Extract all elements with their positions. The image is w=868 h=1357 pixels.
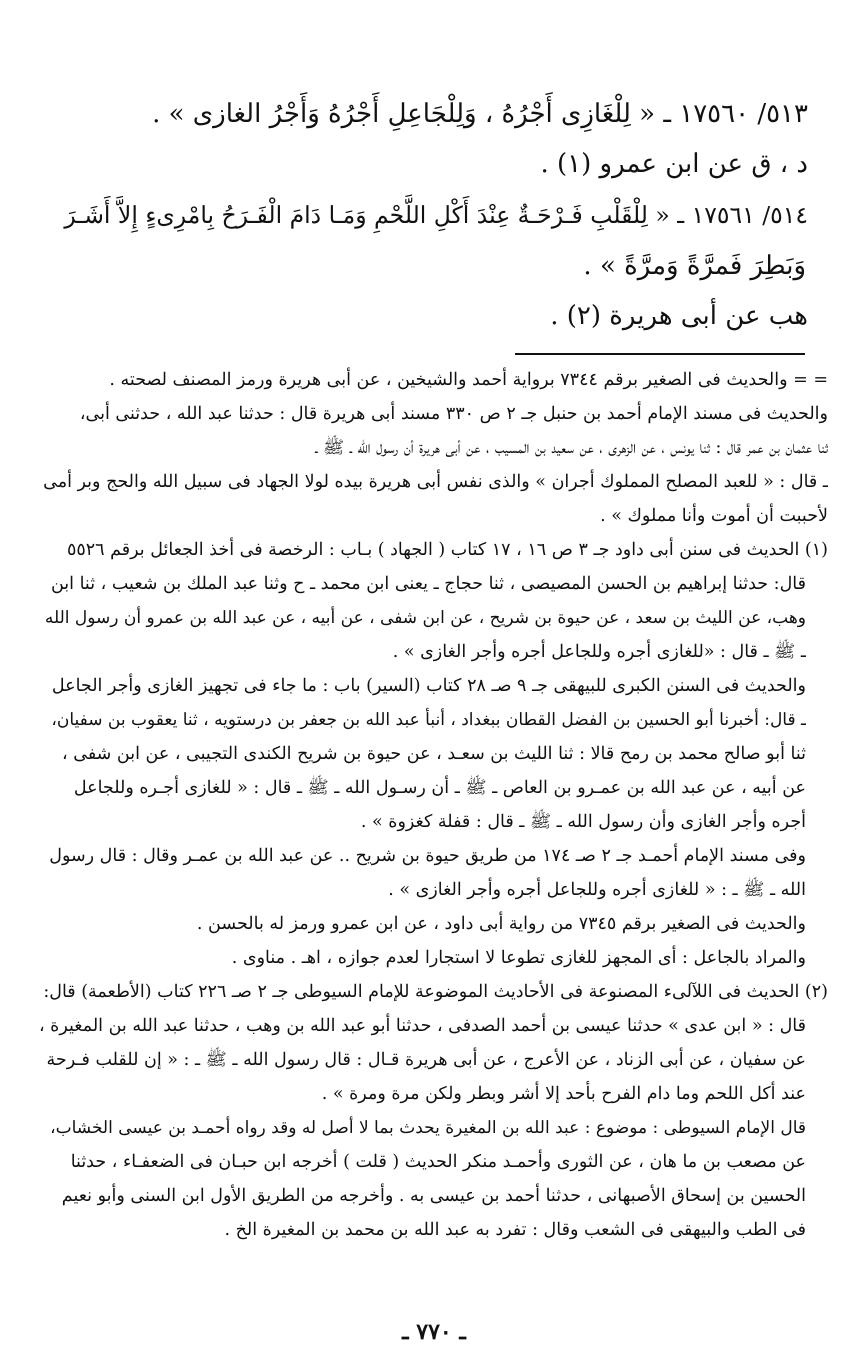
- footnote-line: الحسين بن إسحاق الأصبهانى ، حدثنا أحمد بن عيسى به . وأخرجه من الطريق الأول ابن السنى وأبو نعيم: [61, 1186, 806, 1206]
- page-number: ـ ٧٧٠ ـ: [402, 1319, 466, 1345]
- footnote-line: عند أكل اللحم وما دام الفرح بأحد إلا أشر وبطر ولكن مرة ومرة » .: [321, 1084, 806, 1104]
- hadith-513: ٥١٣/ ١٧٥٦٠ ـ « لِلْغَازِى أَجْرُهُ ، وَلِلْجَاعِلِ أَجْرُهُ وَأَجْرُ الغازى » .: [152, 99, 808, 129]
- footnote-2-start: (٢) الحديث فى اللآلىء المصنوعة فى الأحاديث الموضوعة للإمام السيوطى جـ ٢ صـ ٢٢٦ كتاب (الأطعمة) قال:: [43, 982, 828, 1002]
- footnote-line: والحديث فى الصغير برقم ٧٣٤٥ من رواية أبى داود ، عن ابن عمرو ورمز له بالحسن .: [196, 914, 806, 934]
- footnote-line: الله ـ ﷺ ـ : « للغازى أجره وللجاعل أجره وأجر الغازى » .: [388, 880, 806, 900]
- footnote-line: وفى مسند الإمام أحمـد جـ ٢ صـ ١٧٤ من طريق حيوة بن شريح .. عن عبد الله بن عمـر وقال : قال رسول: [49, 846, 806, 866]
- footnote-line: عن أبيه ، عن عبد الله بن عمـرو بن العاص ـ ﷺ ـ أن رسـول الله ـ ﷺ ـ قال : « للغازى أجـره وللجاعل: [73, 778, 806, 798]
- footnote-line: ـ قال: أخبرنا أبو الحسين بن الفضل القطان ببغداد ، أنبأ عبد الله بن جعفر بن درستويه ، ثنا يعقوب بن سفيان،: [51, 710, 806, 730]
- footnote-line: عن مصعب بن ما هان ، عن الثورى وأحمـد منكر الحديث ( قلت ) أخرجه ابن حبـان فى الضعفـاء ، حدثنا: [70, 1152, 806, 1172]
- footnote-line: ـ قال : « للعبد المصلح المملوك أجران » والذى نفس أبى هريرة بيده لولا الجهاد فى سبيل الله والحج وبر أمى: [43, 472, 828, 492]
- footnote-line: لأحببت أن أموت وأنا مملوك » .: [600, 506, 828, 526]
- footnote-line: = = والحديث فى الصغير برقم ٧٣٤٤ برواية أحمد والشيخين ، عن أبى هريرة ورمز المصنف لصحته .: [109, 370, 828, 390]
- footnote-line: أجره وأجر الغازى وأن رسول الله ـ ﷺ ـ قال : قفلة كغزوة » .: [360, 812, 806, 832]
- footnote-separator: [515, 353, 805, 355]
- hadith-514-source: هب عن أبى هريرة (٢) .: [550, 301, 808, 331]
- hadith-514-continued: وَبَطِرَ فَمرَّةً وَمرَّةً » .: [583, 251, 806, 281]
- footnote-line: ـ ﷺ ـ قال : «للغازى أجره وللجاعل أجره وأجر الغازى » .: [392, 642, 806, 662]
- footnote-1-start: (١) الحديث فى سنن أبى داود جـ ٣ ص ١٦ ، ١٧ كتاب ( الجهاد ) بـاب : الرخصة فى أخذ الجعائل برقم ٥٥٢٦: [66, 540, 828, 560]
- footnote-line: عن سفيان ، عن أبى الزناد ، عن الأعرج ، عن أبى هريرة قـال : قال رسول الله ـ ﷺ ـ : « إن للقلب فـرحة: [46, 1050, 806, 1070]
- footnote-line: قال: حدثنا إبراهيم بن الحسن المصيصى ، ثنا حجاج ـ يعنى ابن محمد ـ ح وثنا عبد الملك بن شعيب ، ثنا ابن: [50, 574, 806, 594]
- footnote-line: ثنا أبو صالح محمد بن رمح قالا : ثنا الليث بن سعـد ، عن حيوة بن شريح الكندى التجيبى ، عن ابن شفى ،: [62, 744, 806, 764]
- footnote-line: قال : « ابن عدى » حدثنا عيسى بن أحمد الصدفى ، حدثنا أبو عبد الله بن وهب ، حدثنا عبد الله بن المغيرة ،: [38, 1016, 806, 1036]
- footnote-line: قال الإمام السيوطى : موضوع : عبد الله بن المغيرة يحدث بما لا أصل له وقد رواه أحمـد بن عيسى الخشاب،: [50, 1118, 806, 1138]
- footnote-line: والحديث فى مسند الإمام أحمد بن حنبل جـ ٢ ص ٣٣٠ مسند أبى هريرة قال : حدثنا عبد الله ، حدثنى أبى،: [79, 404, 828, 424]
- hadith-513-source: د ، ق عن ابن عمرو (١) .: [540, 149, 808, 179]
- footnote-line: ثنا عثمان بن عمر قال : ثنا يونس ، عن الزهرى ، عن سعيد بن المسيب ، عن أبى هريرة أن رسول الله ـ ﷺ ـ: [315, 438, 828, 458]
- footnote-line: والحديث فى السنن الكبرى للبيهقى جـ ٩ صـ ٢٨ كتاب (السير) باب : ما جاء فى تجهيز الغازى وأجر الجاعل: [51, 676, 806, 696]
- footnote-line: وهب، عن الليث بن سعد ، عن حيوة بن شريح ، عن ابن شفى ، عن أبيه ، عن عبد الله بن عمرو أن رسول الله: [44, 608, 806, 628]
- hadith-514: ٥١٤/ ١٧٥٦١ ـ « لِلْقَلْبِ فَـرْحَـةٌ عِنْدَ أَكْلِ اللَّحْمِ وَمَـا دَامَ الْفَـرَحُ بِامْرِىءٍ إِلاَّ أَشَـرَ: [64, 201, 808, 229]
- footnote-line: فى الطب والبيهقى فى الشعب وقال : تفرد به عبد الله بن محمد بن المغيرة الخ .: [224, 1220, 806, 1240]
- footnote-line: والمراد بالجاعل : أى المجهز للغازى تطوعا لا استجارا لعدم جوازه ، اهـ . مناوى .: [231, 948, 806, 968]
